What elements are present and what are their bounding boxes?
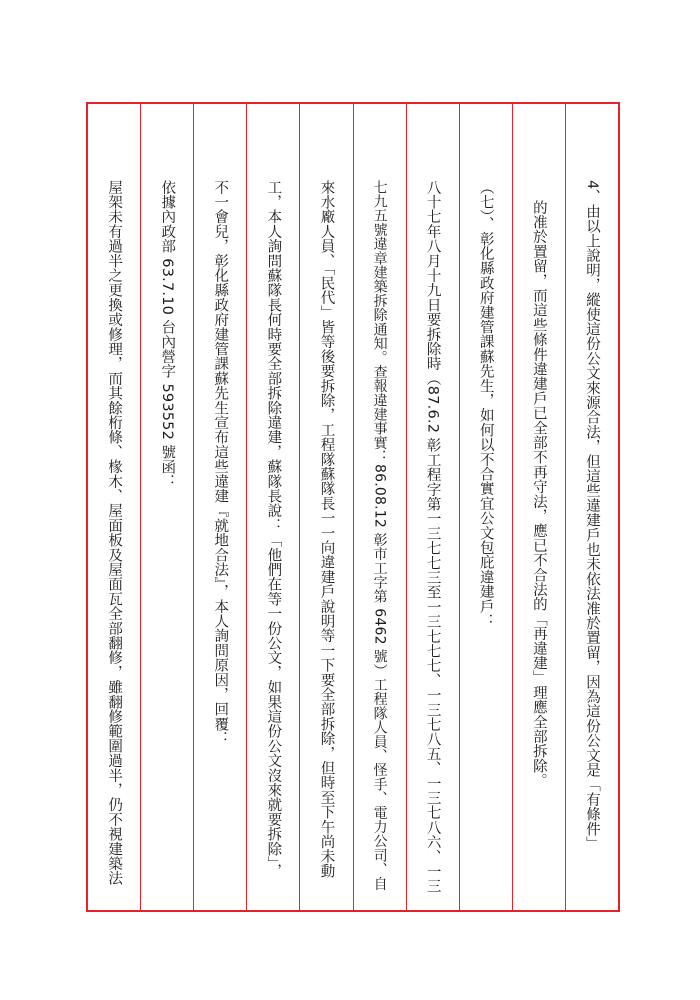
text-column-4 [406,104,459,910]
text-column-2 [512,104,565,910]
text-column-10 [88,104,140,910]
text-column-7 [246,104,299,910]
text-column-6 [299,104,352,910]
column-text-7: 工，本人詢問蘇隊長何時要全部拆除違建，蘇隊長說：「他們在等一份公文，如果這份公文沒來就要拆除」， [265,180,282,879]
column-text-9: 依據內政部 63.7.10 台內營字 593552 號函： [159,180,176,489]
column-text-3: （七）、彰化縣政府建管課蘇先生，如何以不合實宜公文包庇違建戶： [477,180,494,629]
text-column-1 [565,104,618,910]
column-text-6: 來水廠人員、「民代」皆等後要拆除，工程隊蘇隊長一一向違建戶說明等一下要全部拆除，但時至下午尚未動 [318,180,335,879]
text-column-8 [193,104,246,910]
text-column-5 [353,104,406,910]
column-text-10: 屋架未有過半之更換或修理，而其餘桁條、椽木、屋面板及屋面瓦全部翻修，雖翻修範圍過半，仍不視建築法 [106,180,123,886]
column-text-5: 七九五號違章建築拆除通知。查報違建事實：86.08.12 彰市工字第 6462 號）工程隊人員、怪手、電力公司、自 [371,180,388,891]
column-text-4: 八十七年八月十九日要拆除時（87.6.2 彰工程字第一三七七三至一三七七七、一三七八五、一三七八六、一三 [424,180,441,894]
column-text-2: 的准於置留，而這些條件違建戶已全部不再守法，應已不合法的「再違建」理應全部拆除。 [530,200,547,788]
column-text-8: 不一會兒，彰化縣政府建管課蘇先生宣布這些違建『就地合法』，本人詢問原因，回覆： [212,180,229,747]
column-text-1: 4、由以上說明，縱使這份公文來源合法，但這些違建戶也未依法准於置留，因為這份公文是「有條件」 [583,180,600,851]
text-column-3 [459,104,512,910]
text-column-9 [140,104,193,910]
document-frame [86,102,620,912]
